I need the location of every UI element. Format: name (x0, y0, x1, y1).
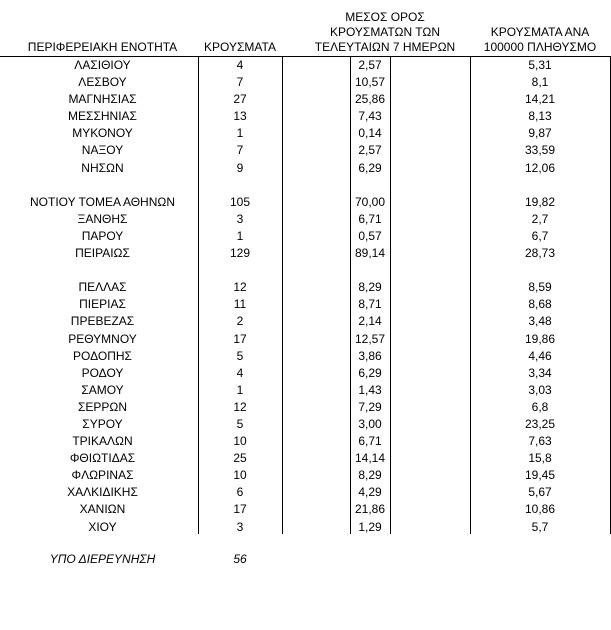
region-cell: ΠΕΙΡΑΙΩΣ (75, 246, 130, 261)
avg-cell: 3,86 (358, 348, 382, 363)
region-cell: ΡΕΘΥΜΝΟΥ (68, 331, 137, 346)
table-row (0, 74, 611, 91)
table-row (0, 382, 611, 399)
cases-cell: 1 (236, 228, 244, 243)
avg-cell: 8,71 (358, 297, 382, 312)
region-cell: ΤΡΙΚΑΛΩΝ (72, 434, 133, 449)
cases-cell: 2 (236, 314, 244, 329)
table-row (0, 108, 611, 125)
avg-cell: 6,71 (358, 434, 382, 449)
table-row (0, 228, 611, 245)
avg-cell: 0,14 (358, 126, 382, 141)
avg-cell: 1,29 (358, 519, 382, 534)
cases-cell: 9 (236, 160, 244, 175)
region-cell: ΧΑΛΚΙΔΙΚΗΣ (67, 485, 138, 500)
region-cell: ΣΑΜΟΥ (81, 382, 124, 397)
avg-cell: 89,14 (354, 246, 386, 261)
per100k-cell: 4,46 (528, 348, 552, 363)
cases-cell: 12 (233, 399, 247, 414)
region-cell: ΜΥΚΟΝΟΥ (72, 126, 133, 141)
avg-cell: 1,43 (358, 382, 382, 397)
avg-cell: 6,29 (358, 365, 382, 380)
avg-cell: 2,57 (358, 143, 382, 158)
cases-cell: 3 (236, 519, 244, 534)
cases-cell: 105 (229, 194, 251, 209)
cases-cell: 1 (236, 126, 244, 141)
region-cell: ΛΕΣΒΟΥ (78, 75, 127, 90)
region-cell: ΝΟΤΙΟΥ ΤΟΜΕΑ ΑΘΗΝΩΝ (29, 194, 176, 209)
table-row (0, 416, 611, 433)
region-cell: ΛΑΣΙΘΙΟΥ (74, 58, 131, 72)
avg-cell: 2,14 (358, 314, 382, 329)
per100k-cell: 19,86 (524, 331, 556, 346)
table-row (0, 313, 611, 330)
per100k-cell: 2,7 (531, 211, 549, 226)
region-cell: ΜΑΓΝΗΣΙΑΣ (68, 92, 137, 107)
cases-cell: 17 (233, 502, 247, 517)
table-row (0, 433, 611, 450)
avg-cell: 8,29 (358, 468, 382, 483)
cases-cell: 10 (233, 468, 247, 483)
avg-cell: 6,29 (358, 160, 382, 175)
avg-cell: 2,57 (358, 58, 382, 72)
table-row (0, 519, 611, 536)
table-row (0, 279, 611, 296)
avg-cell: 8,29 (358, 280, 382, 295)
avg-cell: 7,43 (358, 109, 382, 124)
per100k-cell: 7,63 (528, 434, 552, 449)
cases-cell: 27 (233, 92, 247, 107)
per100k-cell: 10,86 (524, 502, 556, 517)
header-cases (198, 40, 282, 55)
header-cases-label: ΚΡΟΥΣΜΑΤΑ (204, 40, 276, 54)
cases-cell: 129 (229, 246, 251, 261)
region-cell: ΡΟΔΟΠΗΣ (73, 348, 132, 363)
region-cell: ΜΕΣΣΗΝΙΑΣ (68, 109, 137, 124)
region-cell: ΦΛΩΡΙΝΑΣ (71, 468, 134, 483)
table-row (0, 348, 611, 365)
table-row (0, 331, 611, 348)
footer-label: ΥΠΟ ΔΙΕΡΕΥΝΗΣΗ (49, 552, 156, 566)
region-cell: ΦΘΙΩΤΙΔΑΣ (69, 451, 136, 466)
region-cell: ΝΗΣΩΝ (81, 160, 124, 175)
region-cell: ΠΡΕΒΕΖΑΣ (70, 314, 135, 329)
cases-cell: 12 (233, 280, 247, 295)
footer-row (0, 551, 611, 568)
header-avg (305, 10, 465, 55)
header-avg-line1: ΜΕΣΟΣ ΟΡΟΣ (345, 10, 425, 24)
cases-cell: 25 (233, 451, 247, 466)
table-row (0, 57, 611, 74)
table-row (0, 91, 611, 108)
region-cell: ΝΑΞΟΥ (81, 143, 124, 158)
cases-cell: 4 (236, 365, 244, 380)
avg-cell: 6,71 (358, 211, 382, 226)
avg-cell: 10,57 (354, 75, 386, 90)
footer-value: 56 (233, 552, 247, 566)
table-row (0, 501, 611, 518)
table-row (0, 245, 611, 262)
region-cell: ΣΥΡΟΥ (82, 416, 123, 431)
cases-cell: 10 (233, 434, 247, 449)
cases-cell: 7 (236, 143, 244, 158)
table-body (0, 57, 611, 536)
cases-cell: 3 (236, 211, 244, 226)
header-per100k-line2: 100000 ΠΛΗΘΥΣΜΟ (483, 40, 597, 54)
per100k-cell: 14,21 (524, 92, 556, 107)
cases-cell: 5 (236, 348, 244, 363)
per100k-cell: 6,8 (531, 399, 549, 414)
header-region (10, 40, 195, 55)
avg-cell: 0,57 (358, 228, 382, 243)
table-row (0, 484, 611, 501)
region-cell: ΞΑΝΘΗΣ (77, 211, 128, 226)
per100k-cell: 28,73 (524, 246, 556, 261)
per100k-cell: 19,82 (524, 194, 556, 209)
per100k-cell: 5,7 (531, 519, 549, 534)
table-row (0, 296, 611, 313)
table-row (0, 160, 611, 177)
per100k-cell: 8,59 (528, 280, 552, 295)
table-row (0, 450, 611, 467)
per100k-cell: 19,45 (524, 468, 556, 483)
region-cell: ΣΕΡΡΩΝ (77, 399, 128, 414)
table-row (0, 211, 611, 228)
region-cell: ΡΟΔΟΥ (81, 365, 124, 380)
region-cell: ΧΑΝΙΩΝ (79, 502, 126, 517)
region-cell: ΠΙΕΡΙΑΣ (79, 297, 126, 312)
table-row (0, 365, 611, 382)
table-spacer-row (0, 177, 611, 194)
cases-cell: 5 (236, 416, 244, 431)
cases-cell: 4 (236, 58, 244, 72)
table-row (0, 194, 611, 211)
per100k-cell: 9,87 (528, 126, 552, 141)
per100k-cell: 12,06 (524, 160, 556, 175)
per100k-cell: 8,1 (531, 75, 549, 90)
header-avg-line3: ΤΕΛΕΥΤΑΙΩΝ 7 ΗΜΕΡΩΝ (314, 40, 456, 54)
table-row (0, 142, 611, 159)
per100k-cell: 23,25 (524, 416, 556, 431)
header-region-label: ΠΕΡΙΦΕΡΕΙΑΚΗ ΕΝΟΤΗΤΑ (27, 40, 178, 54)
avg-cell: 12,57 (354, 331, 386, 346)
header-per100k-line1: ΚΡΟΥΣΜΑΤΑ ΑΝΑ (490, 25, 590, 39)
cases-cell: 11 (233, 297, 247, 312)
per100k-cell: 15,8 (528, 451, 552, 466)
per100k-cell: 3,03 (528, 382, 552, 397)
per100k-cell: 3,34 (528, 365, 552, 380)
avg-cell: 7,29 (358, 399, 382, 414)
avg-cell: 70,00 (354, 194, 386, 209)
cases-cell: 6 (236, 485, 244, 500)
avg-cell: 14,14 (354, 451, 386, 466)
header-per100k (470, 25, 610, 55)
header-avg-line2: ΚΡΟΥΣΜΑΤΩΝ ΤΩΝ (329, 25, 441, 39)
table-row (0, 125, 611, 142)
cases-cell: 1 (236, 382, 244, 397)
per100k-cell: 33,59 (524, 143, 556, 158)
cases-cell: 7 (236, 75, 244, 90)
region-cell: ΠΕΛΛΑΣ (78, 280, 127, 295)
per100k-cell: 5,67 (528, 485, 552, 500)
cases-cell: 13 (233, 109, 247, 124)
per100k-cell: 6,7 (531, 228, 549, 243)
cases-cell: 17 (233, 331, 247, 346)
region-cell: ΠΑΡΟΥ (81, 228, 124, 243)
table-spacer-row (0, 262, 611, 279)
per100k-cell: 5,31 (528, 58, 552, 72)
per100k-cell: 8,68 (528, 297, 552, 312)
avg-cell: 25,86 (354, 92, 386, 107)
per100k-cell: 8,13 (528, 109, 552, 124)
region-cell: ΧΙΟΥ (88, 519, 117, 534)
avg-cell: 21,86 (354, 502, 386, 517)
avg-cell: 3,00 (358, 416, 382, 431)
table-row (0, 399, 611, 416)
avg-cell: 4,29 (358, 485, 382, 500)
per100k-cell: 3,48 (528, 314, 552, 329)
table-row (0, 467, 611, 484)
